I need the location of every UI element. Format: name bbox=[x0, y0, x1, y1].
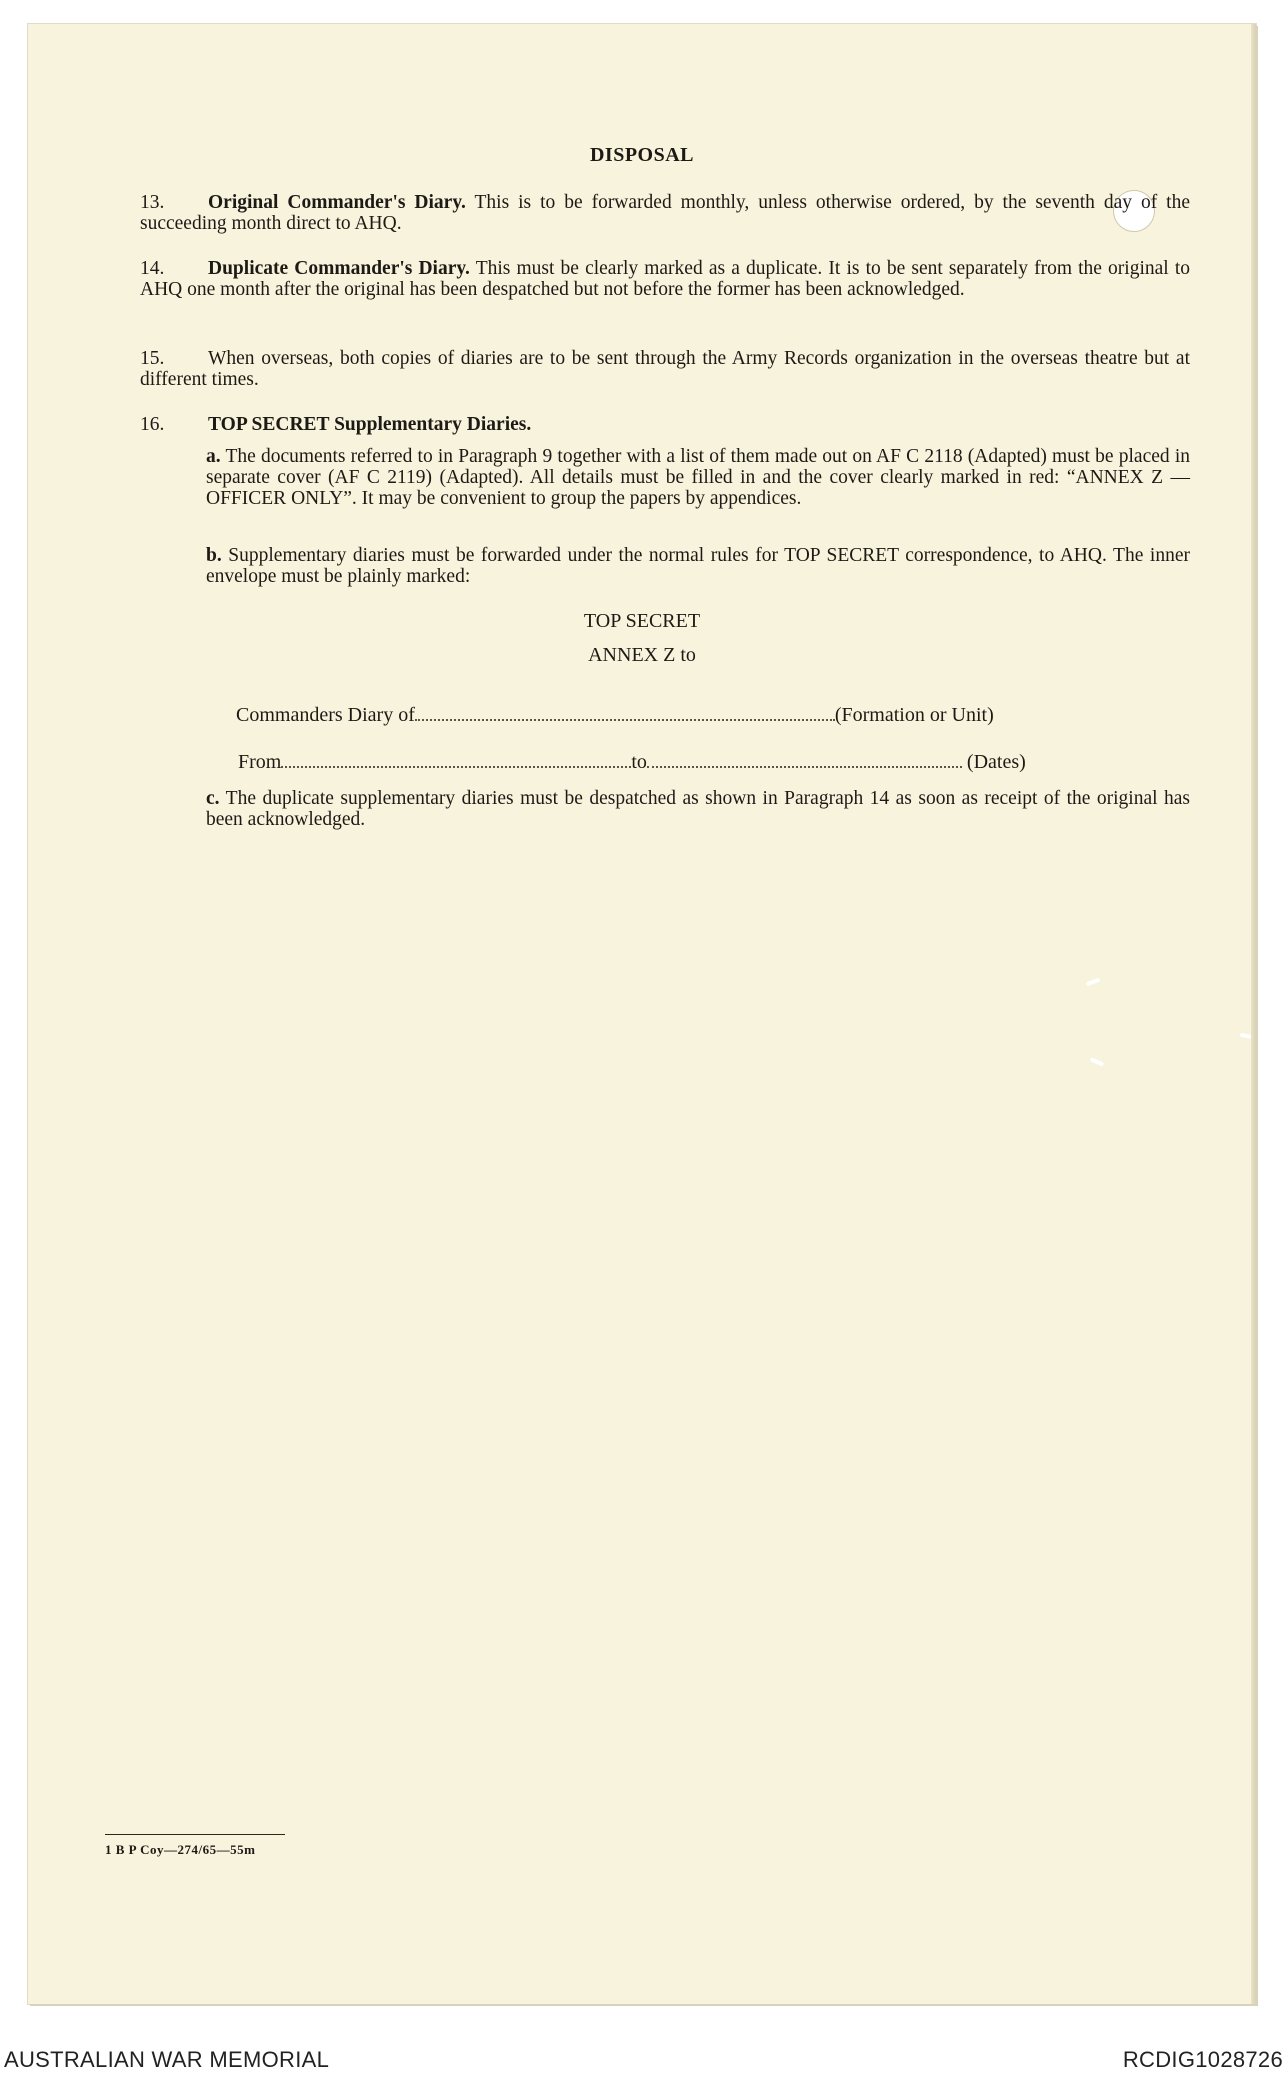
dates-label: (Dates) bbox=[966, 751, 1026, 773]
fill-in-dots bbox=[281, 752, 631, 768]
document-page bbox=[28, 24, 1256, 2004]
paper-tear bbox=[1240, 1033, 1254, 1039]
paragraph-14 bbox=[140, 258, 1190, 300]
envelope-mark-top-secret: TOP SECRET bbox=[583, 610, 701, 632]
paragraph-16b bbox=[206, 545, 1190, 587]
paragraph-16-title bbox=[140, 414, 1190, 435]
diary-of-line bbox=[236, 704, 994, 727]
fill-in-dots bbox=[647, 752, 962, 768]
footer-institution: AUSTRALIAN WAR MEMORIAL bbox=[4, 2047, 330, 2072]
to-label: to bbox=[631, 751, 647, 773]
sub-label-b: b. bbox=[206, 545, 222, 566]
envelope-mark-annex: ANNEX Z to bbox=[588, 644, 696, 666]
paragraph-number: 14. bbox=[140, 258, 165, 279]
paper-tear bbox=[1086, 978, 1101, 987]
sub-label-a: a. bbox=[206, 446, 221, 467]
sub-label-c: c. bbox=[206, 788, 220, 809]
paragraph-title: TOP SECRET Supplementary Diaries. bbox=[208, 414, 532, 435]
fill-in-dots bbox=[415, 705, 835, 721]
section-heading: DISPOSAL bbox=[589, 144, 695, 166]
paragraph-text: Supplementary diaries must be forwarded under the normal rules for TOP SECRET correspondence, to AHQ. The inner envelope must be plainly marked: bbox=[206, 545, 1190, 587]
paper-tear bbox=[1090, 1057, 1104, 1067]
footer-record-id: RCDIG1028726 bbox=[1122, 2047, 1283, 2072]
paragraph-title: Duplicate Commander's Diary. bbox=[208, 258, 470, 279]
paragraph-13 bbox=[140, 192, 1190, 234]
paragraph-text: This is to be forwarded monthly, unless otherwise ordered, by the seventh day of the succeeding month direct to AHQ. bbox=[140, 192, 1190, 234]
dates-line bbox=[238, 751, 1026, 774]
paragraph-number: 15. bbox=[140, 348, 165, 369]
paragraph-16c bbox=[206, 788, 1190, 830]
paragraph-title: Original Commander's Diary. bbox=[208, 192, 466, 213]
paragraph-text: When overseas, both copies of diaries are to be sent through the Army Records organization in the overseas theatre but at different times. bbox=[140, 348, 1190, 390]
from-label: From bbox=[238, 751, 282, 773]
paragraph-15 bbox=[140, 348, 1190, 390]
diary-of-suffix: (Formation or Unit) bbox=[834, 704, 994, 726]
print-code: 1 B P Coy—274/65—55m bbox=[105, 1842, 256, 1857]
paragraph-text: The duplicate supplementary diaries must be despatched as shown in Paragraph 14 as soon as receipt of the original has been acknowledged. bbox=[206, 788, 1190, 830]
diary-of-label: Commanders Diary of bbox=[236, 704, 415, 726]
paragraph-number: 16. bbox=[140, 414, 165, 435]
paragraph-16a bbox=[206, 446, 1190, 509]
paragraph-number: 13. bbox=[140, 192, 165, 213]
paragraph-text: This must be clearly marked as a duplicate. It is to be sent separately from the original to AHQ one month after the original has been despatched but not before the former has been acknowledged. bbox=[140, 258, 1190, 300]
paragraph-text: The documents referred to in Paragraph 9 together with a list of them made out on AF C 2118 (Adapted) must be placed in separate cover (AF C 2119) (Adapted). All details must be filled in and the cover clearly marked in red: “ANNEX Z — OFFICER ONLY”. It may be convenient to group the papers by appendices. bbox=[206, 446, 1190, 509]
